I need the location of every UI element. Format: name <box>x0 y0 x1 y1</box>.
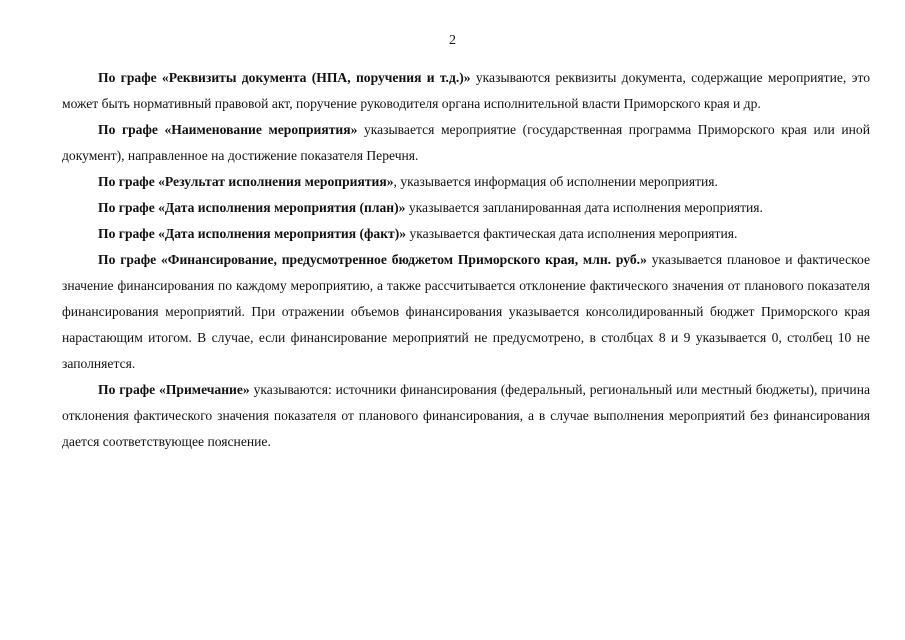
paragraph-heading: По графе «Дата исполнения мероприятия (план)» <box>98 200 406 215</box>
page-number: 2 <box>449 33 456 48</box>
paragraph-text: , указывается информация об исполнении мероприятия. <box>393 174 718 189</box>
paragraph-requisites <box>62 65 870 117</box>
paragraph-text: указывается фактическая дата исполнения мероприятия. <box>406 226 738 241</box>
paragraph-financing <box>62 247 870 377</box>
paragraph-date-fact <box>62 221 870 247</box>
paragraph-heading: По графе «Реквизиты документа (НПА, поручения и т.д.)» <box>98 70 471 85</box>
paragraph-heading: По графе «Финансирование, предусмотренное бюджетом Приморского края, млн. руб.» <box>98 252 647 267</box>
paragraph-text: указываются: источники финансирования (федеральный, региональный или местный бюджеты), причина отклонения фактического значения показателя от планового финансирования, а в случае выполнения мероприятий без финансирования дается соответствующее пояснение. <box>62 382 870 449</box>
paragraph-activity-name <box>62 117 870 169</box>
paragraph-heading: По графе «Наименование мероприятия» <box>98 122 358 137</box>
paragraph-text: указывается мероприятие (государственная программа Приморского края или иной документ), направленное на достижение показателя Перечня. <box>62 122 870 163</box>
paragraph-note <box>62 377 870 455</box>
paragraph-date-plan <box>62 195 870 221</box>
paragraph-heading: По графе «Результат исполнения мероприятия» <box>98 174 394 189</box>
paragraph-text: указываются реквизиты документа, содержащие мероприятие, это может быть нормативный правовой акт, поручение руководителя органа исполнительной власти Приморского края и др. <box>62 70 871 111</box>
paragraph-result <box>62 169 870 195</box>
paragraph-text: указывается запланированная дата исполнения мероприятия. <box>405 200 763 215</box>
paragraph-heading: По графе «Примечание» <box>98 382 250 397</box>
document-body <box>62 65 870 455</box>
paragraph-heading: По графе «Дата исполнения мероприятия (факт)» <box>98 226 407 241</box>
paragraph-text: указывается плановое и фактическое значение финансирования по каждому мероприятию, а также рассчитывается отклонение фактического значения от планового показателя финансирования мероприятий. При отражении объемов финансирования указывается консолидированный бюджет Приморского края нарастающим итогом. В случае, если финансирование мероприятий не предусмотрено, в столбцах 8 и 9 указывается 0, столбец 10 не заполняется. <box>62 252 871 371</box>
